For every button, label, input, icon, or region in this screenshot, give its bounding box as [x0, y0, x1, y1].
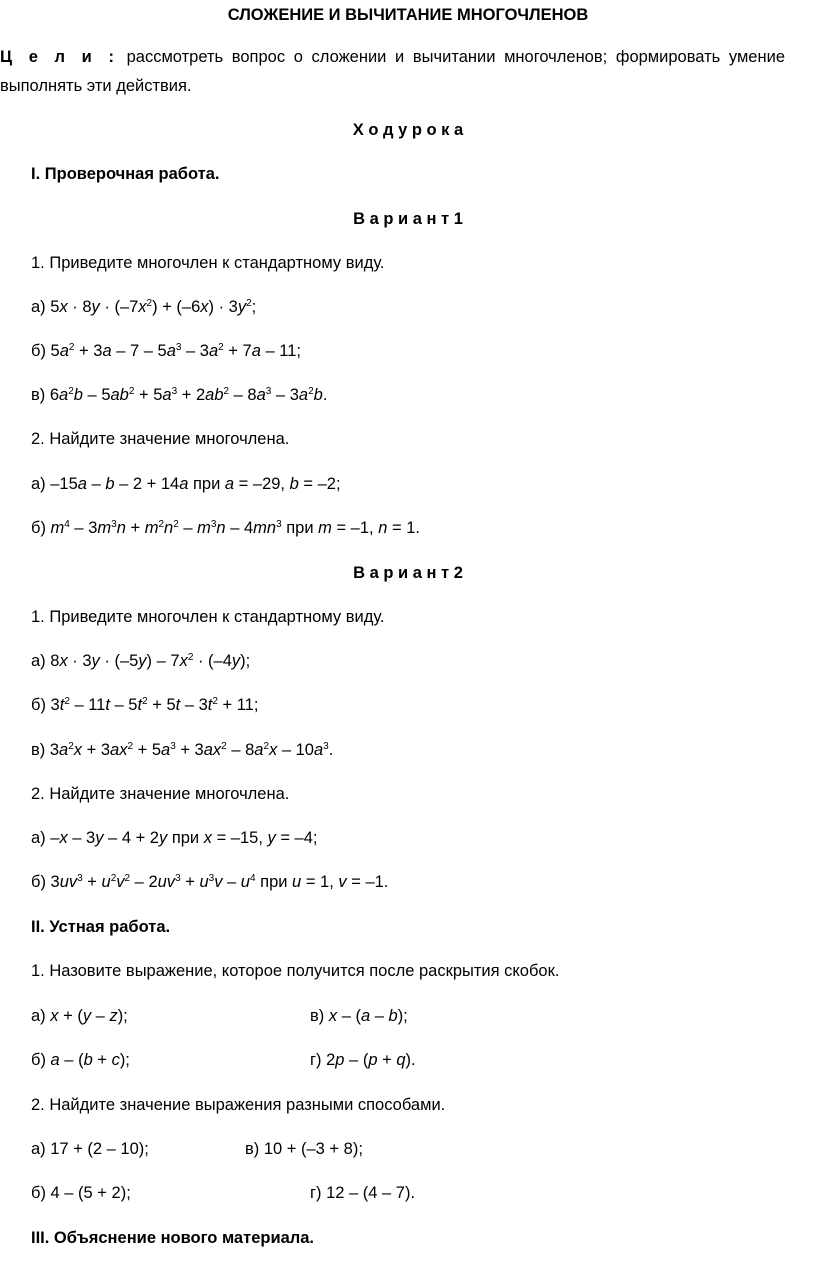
oral2-g: г) 12 – (4 – 7).	[310, 1184, 416, 1202]
v2-task-1a: а) $8x \cdot 3y \cdot (-5y) - 7x^2 \cdot (-4y)$;	[31, 652, 251, 670]
section-heading-1: I. Проверочная работа.	[31, 165, 220, 183]
v2-task-2a: а) –x – 3y – 4 + 2y при x = –15, y = –4;	[31, 829, 318, 847]
v1-task-1: 1. Приведите многочлен к стандартному виду.	[31, 254, 385, 272]
goals-text: рассмотреть вопрос о сложении и вычитании многочленов; формировать умение	[126, 48, 785, 66]
section-heading-2: II. Устная работа.	[31, 918, 171, 936]
oral2-a: а) 17 + (2 – 10);	[31, 1140, 149, 1158]
oral1-v: в) x – (a – b);	[310, 1007, 408, 1025]
v1-task-2a: а) –15a – b – 2 + 14a при a = –29, b = –2;	[31, 475, 341, 493]
page-title: СЛОЖЕНИЕ И ВЫЧИТАНИЕ МНОГОЧЛЕНОВ	[227, 6, 589, 24]
oral-task-2: 2. Найдите значение выражения разными способами.	[31, 1096, 446, 1114]
oral1-a: а) x + (y – z);	[31, 1007, 128, 1025]
v1-task-1b: б) $5a^2 + 3a - 7 - 5a^3 - 3a^2 + 7a - 11$;	[31, 342, 301, 360]
v1-task-2: 2. Найдите значение многочлена.	[31, 430, 290, 448]
goals-line-1	[0, 47, 785, 67]
v2-task-2: 2. Найдите значение многочлена.	[31, 785, 290, 803]
oral1-b: б) a – (b + c);	[31, 1051, 130, 1069]
oral2-b: б) 4 – (5 + 2);	[31, 1184, 131, 1202]
v2-task-1b: б) $3t^2 - 11t - 5t^2 + 5t - 3t^2 + 11$;	[31, 696, 259, 714]
oral2-v: в) 10 + (–3 + 8);	[245, 1140, 363, 1158]
v2-task-2b: б) $3uv^3 + u^2v^2 - 2uv^3 + u^3v - u^4$ при u = 1, v = –1.	[31, 873, 389, 891]
variant-2-heading: В а р и а н т 2	[353, 564, 463, 582]
lesson-heading: Х о д у р о к а	[352, 121, 464, 139]
oral-task-1: 1. Назовите выражение, которое получится после раскрытия скобок.	[31, 962, 560, 980]
variant-1-heading: В а р и а н т 1	[353, 210, 463, 228]
section-heading-3: III. Объяснение нового материала.	[31, 1229, 315, 1247]
goals-line-2: выполнять эти действия.	[0, 77, 192, 95]
v2-task-1: 1. Приведите многочлен к стандартному виду.	[31, 608, 385, 626]
v1-task-2b: б) $m^4 - 3m^3n + m^2n^2 - m^3n - 4mn^3$ при m = –1, n = 1.	[31, 519, 420, 537]
goals-label: Ц е л и :	[0, 48, 118, 66]
v1-task-1v: в) $6a^2b - 5ab^2 + 5a^3 + 2ab^2 - 8a^3 - 3a^2b$.	[31, 386, 328, 404]
v2-task-1v: в) $3a^2x + 3ax^2 + 5a^3 + 3ax^2 - 8a^2x - 10a^3$.	[31, 741, 334, 759]
v1-task-1a: а) $5x \cdot 8y \cdot (-7x^2) + (-6x) \cdot 3y^2$;	[31, 298, 257, 316]
oral1-g: г) 2p – (p + q).	[310, 1051, 416, 1069]
